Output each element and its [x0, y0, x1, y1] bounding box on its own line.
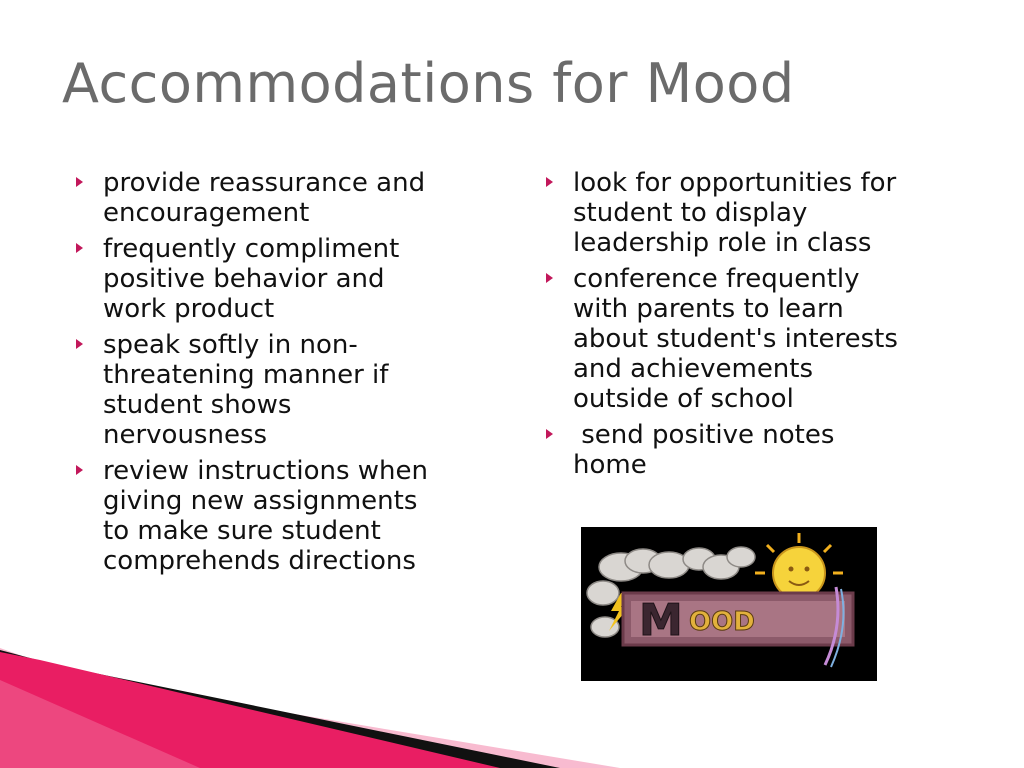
list-item [546, 264, 976, 414]
triangle-bullet-icon [546, 264, 573, 294]
triangle-bullet-icon [76, 168, 103, 198]
triangle-bullet-icon [76, 456, 103, 486]
decorative-footer-wave [0, 640, 1024, 768]
bullet-text: provide reassurance and encouragement [103, 168, 426, 228]
slide-title: Accommodations for Mood [62, 52, 795, 115]
triangle-bullet-icon [546, 420, 573, 450]
list-item [76, 456, 496, 576]
triangle-bullet-icon [76, 330, 103, 360]
bullet-text: speak softly in non- threatening manner if student shows nervousness [103, 330, 389, 450]
right-bullet-list [546, 168, 976, 486]
bullet-text: conference frequently with parents to learn about student's interests and achievements outside of school [573, 264, 898, 414]
bullet-text: look for opportunities for student to display leadership role in class [573, 168, 897, 258]
triangle-bullet-icon [76, 234, 103, 264]
list-item [76, 168, 496, 228]
svg-text:M: M [639, 595, 683, 646]
bullet-text: send positive notes home [573, 420, 835, 480]
bullet-text: review instructions when giving new assignments to make sure student comprehends directions [103, 456, 428, 576]
list-item [76, 330, 496, 450]
bullet-text: frequently compliment positive behavior and work product [103, 234, 400, 324]
left-bullet-list [76, 168, 496, 582]
list-item [546, 420, 976, 480]
list-item [76, 234, 496, 324]
svg-text:OOD: OOD [689, 607, 755, 637]
list-item [546, 168, 976, 258]
triangle-bullet-icon [546, 168, 573, 198]
